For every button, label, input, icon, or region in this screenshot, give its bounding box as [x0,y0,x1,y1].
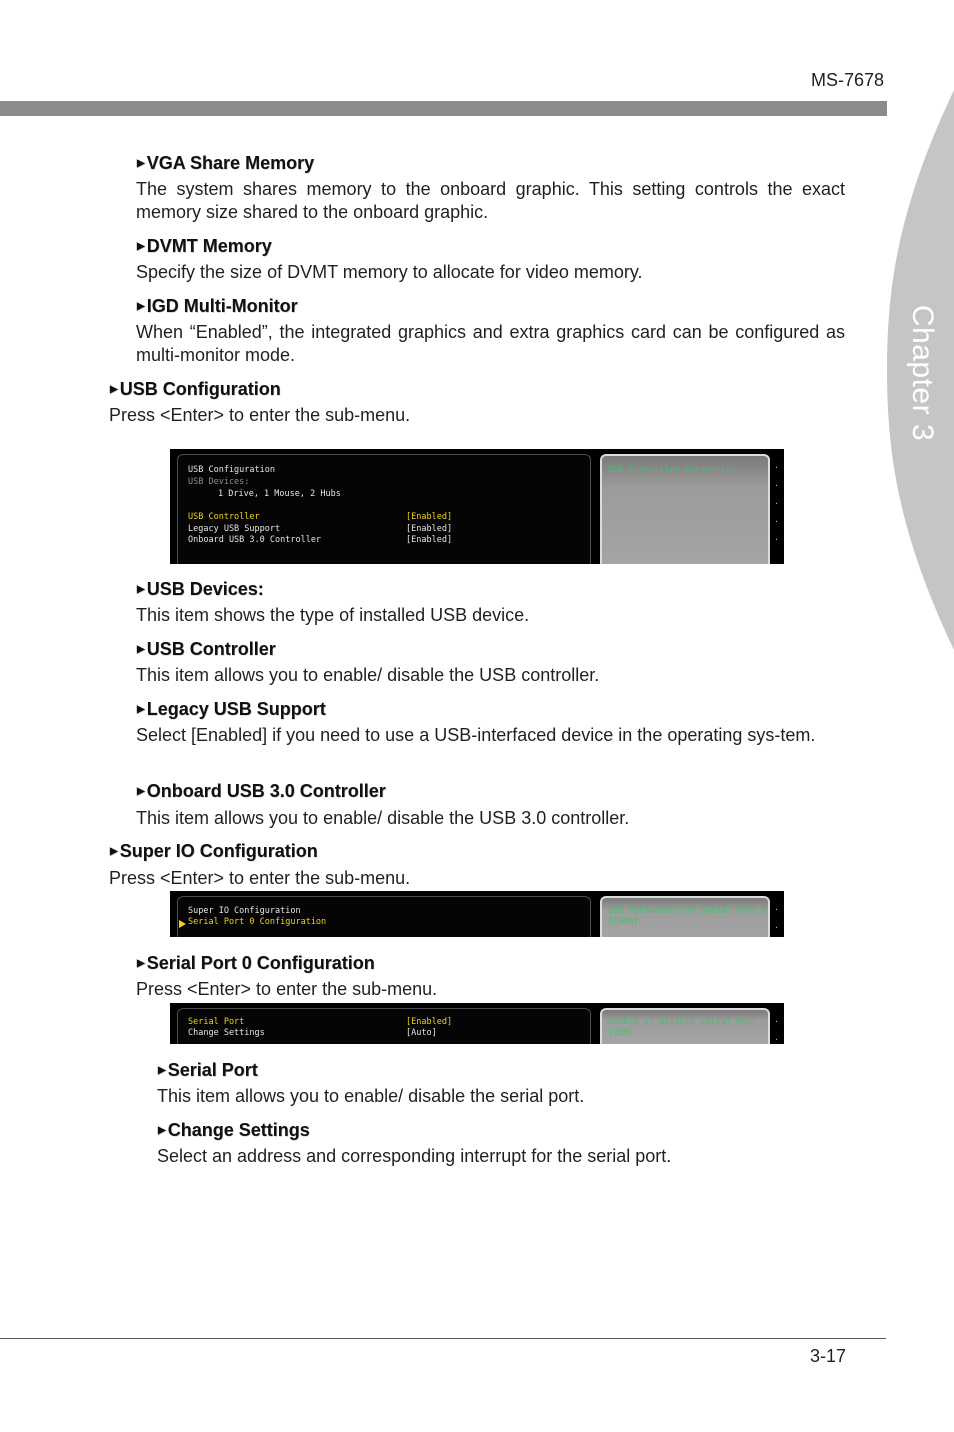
item-heading: ▶ Serial Port 0 Configuration [137,953,375,973]
bios-selection-arrow-icon [179,920,186,928]
item-description: The system shares memory to the onboard graphic. This setting controls the exact memory size shared to the onboard graphic. [136,179,845,222]
bios-screenshot-superio [170,891,784,937]
bios-option-value[interactable]: [Enabled] [406,524,453,534]
bios-option-value[interactable]: [Auto] [406,1028,437,1038]
item-description: Specify the size of DVMT memory to allocate for video memory. [136,262,643,282]
item-description: This item allows you to enable/ disable the USB controller. [136,665,600,685]
bios-option-label[interactable]: USB Controller [188,512,260,522]
bios-option-label[interactable]: Legacy USB Support [188,524,281,534]
bios-option-value[interactable]: [Enabled] [406,1017,453,1027]
bios-devices-label: USB Devices: [188,477,250,487]
item-description: This item allows you to enable/ disable the USB 3.0 controller. [136,808,630,828]
item-heading: ▶ IGD Multi-Monitor [137,296,298,316]
bios-help-text: Set Parameters of Serial Port 0 [608,906,767,916]
footer-rule [0,1338,886,1339]
section-heading: ▶ Super IO Configuration [110,841,318,861]
bios-devices-value: 1 Drive, 1 Mouse, 2 Hubs [218,489,341,499]
item-heading: ▶ USB Controller [137,639,276,659]
bios-heading: Super IO Configuration [188,906,301,916]
bios-screenshot-usb [170,449,784,564]
header-bar [0,101,887,116]
section-description: Press <Enter> to enter the sub-menu. [109,868,411,888]
bios-scroll-marks: · · [774,1017,779,1044]
item-heading: ▶ Change Settings [158,1120,310,1140]
bios-scroll-marks: · · [774,905,779,932]
bios-option-label[interactable]: Onboard USB 3.0 Controller [188,535,322,545]
bios-help-text: Enable or Disable Serial Port [608,1017,757,1027]
chapter-label: Chapter 3 [906,304,939,442]
bios-help-text: (COMA) [608,917,639,927]
model-number: MS-7678 [810,70,884,90]
bios-option-label[interactable]: Change Settings [188,1028,265,1038]
item-heading: ▶ USB Devices: [137,579,264,599]
item-heading: ▶ VGA Share Memory [137,153,315,173]
section-heading: ▶ USB Configuration [110,379,281,399]
bios-option-value[interactable]: [Enabled] [406,512,453,522]
item-heading: ▶ Serial Port [158,1060,258,1080]
item-heading: ▶ DVMT Memory [137,236,272,256]
bios-submenu-item[interactable]: Serial Port 0 Configuration [188,917,327,927]
bios-heading: USB Configuration [188,465,275,475]
bios-option-value[interactable]: [Enabled] [406,535,453,545]
bios-scroll-marks: · · · · · [774,463,779,544]
page-number: 3-17 [809,1346,846,1366]
bios-help-text: USB Controller Parameters [608,465,736,475]
bios-option-label[interactable]: Serial Port [188,1017,245,1027]
bios-screenshot-serial [170,1003,784,1044]
item-description: Press <Enter> to enter the sub-menu. [136,979,438,999]
item-description: When “Enabled”, the integrated graphics and extra graphics card can be configured as multi-monitor mode. [136,322,845,365]
item-heading: ▶ Onboard USB 3.0 Controller [137,781,386,801]
item-description: This item shows the type of installed USB device. [136,605,530,625]
bios-help-text: (COM) [608,1028,634,1038]
item-description: Select an address and corresponding interrupt for the serial port. [157,1146,672,1166]
item-description: This item allows you to enable/ disable the serial port. [157,1086,585,1106]
item-heading: ▶ Legacy USB Support [137,699,326,719]
section-description: Press <Enter> to enter the sub-menu. [109,405,411,425]
item-description: Select [Enabled] if you need to use a USB-interfaced device in the operating sys-tem. [136,725,816,745]
